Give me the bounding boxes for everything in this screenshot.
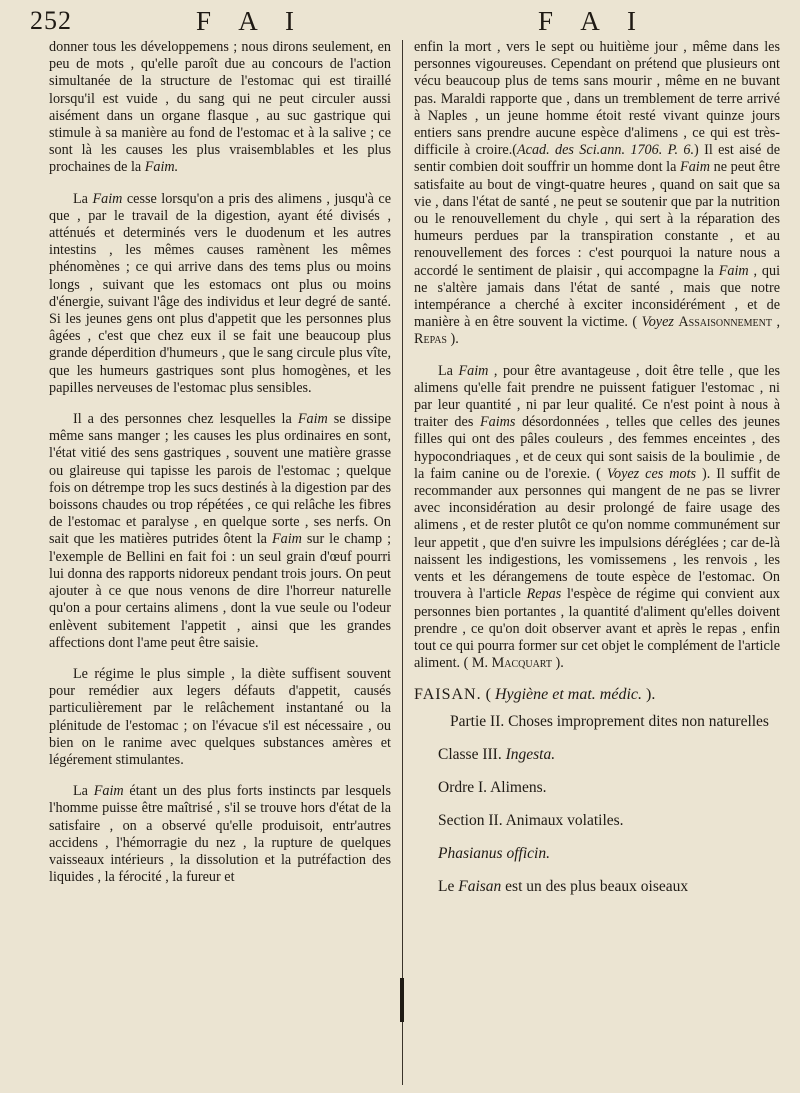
paragraph-3: Il a des personnes chez lesquelles la Faim se dissipe même sans manger ; les causes les plus ordinaires en sont, l'état vitié des sens gastriques , souvent une matière grasse ou glaireuse qui tapisse les parois de l'estomac ; quelque fois on détrempe trop les sucs destinés à la digestion par des boissons chaudes ou trop répétées , ce qui relâche les fibres de l'estomac et paralyse , en quelque sorte , ses nerfs. On sait que les matières putrides ôtent la Faim sur le champ ; l'exemple de Bellini en fait foi : un seul grain d'œuf pourri lui donna des rapports nidoreux pendant trois jours. On peut ajouter à ce que nous venons de dire l'horreur naturelle qu'on a pour certains alimens , dont la vue seule ou l'odeur enlèvent subitement l'appetit , ainsi que les grandes affections dont l'ame peut être saisie.: [49, 411, 392, 651]
running-head-right: F A I: [538, 6, 648, 36]
article-opening-line: Le Faisan est un des plus beaux oiseaux: [438, 877, 689, 895]
paragraph-7: La Faim , pour être avantageuse , doit être telle , que les alimens qu'elle fait prendre ne puissent fatiguer l'estomac , ni par leur quantité , ni par leur qualité. Ce n'est point à nous à traiter des Faims désordonnées , telles que celles des jeunes filles qui ont des pâles couleurs , des femmes enceintes , des hypocondriaques , et de ceux qui sont saisis de la boulimie , de la faim canine ou de l'orexie. ( Voyez ces mots ). Il suffit de recommander aux personnes qui mangent de ne pas se livrer avec inconsidération au desir prolongé de faire usage des alimens , et de rester plutôt ce qu'on nomme communément sur leur appetit , que d'en suivre les impulsions déréglées ; car de-là naissent les indigestions, les vomissemens , les renvois , les vents et les dérangemens de toute espèce de l'estomac. On trouvera à l'article Repas l'espèce de régime qui convient aux personnes bien portantes , la quantité d'aliment qu'elles doivent prendre , ce qu'on doit observer avant et après le repas , enfin tout ce qui pourra former sur cet objet le complément de l'article aliment. ( M. Macquart ).: [414, 362, 781, 672]
column-divider: [402, 40, 403, 1085]
paragraph-2: La Faim cesse lorsqu'on a pris des alimens , jusqu'à ce que , par le travail de la digestion, ayant été divisés , atténués et determinés vers le duodenum et les autres intestins , les mêmes causes ramènent les mêmes phénomènes ; ce qui arrive dans des tems plus ou moins longs , suivant que les estomacs ont plus ou moins d'énergie, suivant l'âge des individus et leur degré de santé. Si les jeunes gens ont plus d'appetit que les personnes plus âgées , c'est que chez eux il se fait une beaucoup plus grande déperdition d'humeurs , que le sang circule plus vîte, que les humeurs gastriques sont plus homogènes, et les papilles nerveuses de l'estomac plus sensibles.: [49, 190, 392, 396]
article-title-faisan: FAISAN. ( Hygiène et mat. médic. ).: [414, 686, 656, 704]
left-column: [49, 39, 391, 900]
paragraph-1: donner tous les développemens ; nous dirons seulement, en peu de mots , qu'elle paroît due au concours de l'action simultanée de la structure de l'estomac qui est tiraillé lorsqu'il est vuide , du sang qui ne peut circuler aussi aisément dans un organe flasque , au suc gastrique qui stimule à sa manière au fond de l'estomac et à la salive ; ce sont là les causes les plus vraisemblables et les plus prochaines de la Faim.: [49, 39, 391, 176]
running-head-left: F A I: [196, 6, 306, 36]
margin-rule-mark: [400, 978, 404, 1022]
classification-classe: Classe III. Ingesta.: [438, 745, 556, 763]
classification-partie: Partie II. Choses improprement dites non naturelles: [450, 712, 769, 730]
paragraph-5: La Faim étant un des plus forts instincts par lesquels l'homme puisse être maîtrisé , s'il se trouve hors d'état de la satisfaire , on a observé qu'elle produisoit, entr'autres accidens , l'hémorragie du nez , la rupture de quelques vaisseaux intérieurs , la dissolution et la putréfaction des liquides , la férocité , la fureur et: [49, 783, 392, 886]
page-number: 252: [30, 6, 72, 35]
classification-section: Section II. Animaux volatiles.: [438, 811, 624, 829]
paragraph-4: Le régime le plus simple , la diète suffisent souvent pour remédier aux legers défauts d'appetit, causés particulièrement par le relâchement instantané ou la plénitude de l'estomac ; on l'évacue s'il est nécessaire , ou bien on le ranime avec quelques substances amères et légérement stimulantes.: [49, 665, 391, 768]
classification-ordre: Ordre I. Alimens.: [438, 778, 547, 796]
right-column: [414, 39, 780, 910]
species-name: Phasianus officin.: [438, 844, 550, 862]
paragraph-6: enfin la mort , vers le sept ou huitième jour , même dans les personnes vigoureuses. Cependant on prétend que plusieurs ont vécu beaucoup plus de tems sans mourir , même en ne buvant pas. Maraldi rapporte que , dans un tremblement de terre arrivé à Naples , un jeune homme étoit resté vivant quinze jours entiers sans prendre aucune espèce d'alimens , ce qui est très-difficile à croire.(Acad. des Sci.ann. 1706. P. 6.) Il est aisé de sentir combien doit souffrir un homme dont la Faim ne peut être satisfaite au bout de vingt-quatre heures , quand on sait que sa vie , dans l'état de santé , ne peut se soutenir que par la nutrition ou le renouvellement du chyle , qui sert à la réparation des humeurs perdues par la transpiration constante , et au renouvellement des forces : c'est pourquoi la nature nous a accordé le sentiment de plaisir , qui accompagne la Faim , qui ne s'altère jamais dans l'état de santé , mais que notre intempérance a cherché à exciter inconsidérément , et de manière à en être souvent la victime. ( Voyez Assaisonnement , Repas ).: [414, 39, 781, 348]
